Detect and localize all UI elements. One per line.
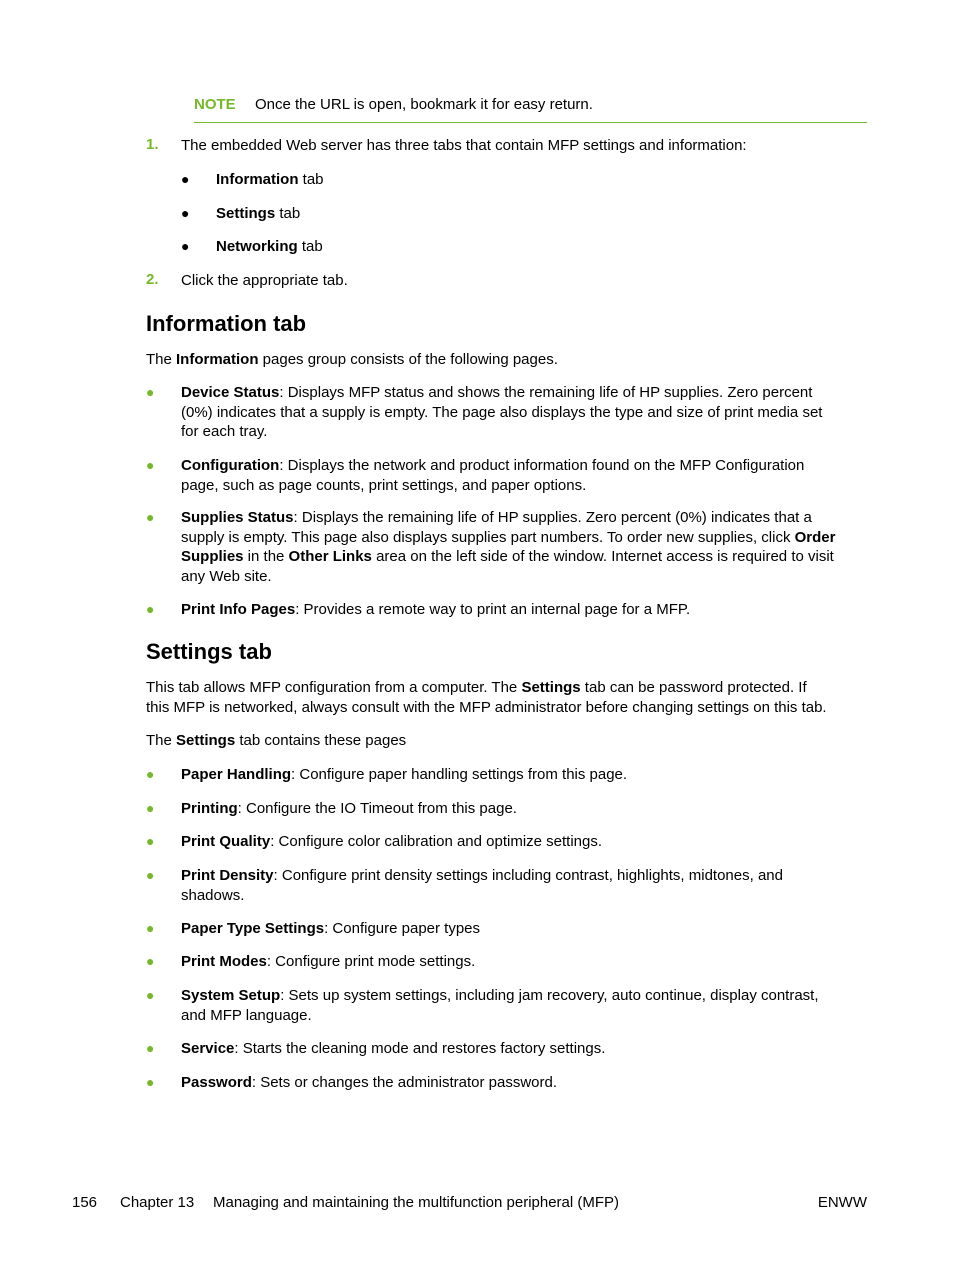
bullet-icon: ● [146,601,155,617]
step-number: 2. [146,271,159,288]
bullet-icon: ● [146,1074,155,1090]
bullet-icon: ● [146,867,155,883]
list-item: Networking tab [216,238,323,255]
list-item: Printing: Configure the IO Timeout from this page. [181,800,517,817]
bullet-icon: ● [181,238,190,254]
step-number: 1. [146,136,159,153]
section-intro: The Information pages group consists of the following pages. [146,351,558,368]
bullet-icon: ● [146,457,155,473]
note-box [194,95,867,123]
list-item: Password: Sets or changes the administrator password. [181,1074,558,1091]
bullet-icon: ● [146,833,155,849]
footer-title: Managing and maintaining the multifunction peripheral (MFP) [213,1194,620,1211]
page-number: 156 [72,1194,98,1211]
list-item: Configuration: Displays the network and product information found on the MFP Configuration page, such as page counts, print settings, and paper options. [181,457,805,494]
list-item: Supplies Status: Displays the remaining life of HP supplies. Zero percent (0%) indicates that a supply is empty. This page also displays supplies part numbers. To order new supplies, click Order Supplies in the Other Links area on the left side of the window. Internet access is required to visit any Web site. [181,509,836,585]
bullet-icon: ● [146,920,155,936]
bullet-icon: ● [146,987,155,1003]
bullet-icon: ● [146,800,155,816]
bullet-icon: ● [146,766,155,782]
bullet-icon: ● [146,1040,155,1056]
list-item: Service: Starts the cleaning mode and restores factory settings. [181,1040,606,1057]
section-heading: Settings tab [146,639,272,664]
list-item: Print Density: Configure print density settings including contrast, highlights, midtones, and shadows. [181,867,783,904]
list-item: Print Info Pages: Provides a remote way to print an internal page for a MFP. [181,601,691,618]
step-text: Click the appropriate tab. [181,272,348,289]
section-paragraph: The Settings tab contains these pages [146,732,407,749]
list-item: Paper Handling: Configure paper handling settings from this page. [181,766,628,783]
bullet-icon: ● [146,953,155,969]
bullet-icon: ● [181,171,190,187]
list-item: Device Status: Displays MFP status and shows the remaining life of HP supplies. Zero percent (0%) indicates that a supply is empty. The page also displays the type and size of print media set for each tray. [181,384,823,440]
list-item: Print Quality: Configure color calibration and optimize settings. [181,833,603,850]
note-text: Once the URL is open, bookmark it for easy return. [255,96,593,113]
footer-chapter: Chapter 13 [120,1194,195,1211]
section-heading: Information tab [146,311,307,336]
note-label: NOTE [194,96,236,113]
step-text: The embedded Web server has three tabs that contain MFP settings and information: [181,137,747,154]
list-item: Settings tab [216,205,301,222]
list-item: Print Modes: Configure print mode settings. [181,953,476,970]
list-item: System Setup: Sets up system settings, including jam recovery, auto continue, display contrast, and MFP language. [181,987,819,1024]
bullet-icon: ● [146,384,155,400]
bullet-icon: ● [146,509,155,525]
list-item: Paper Type Settings: Configure paper types [181,920,481,937]
list-item: Information tab [216,171,324,188]
section-paragraph: This tab allows MFP configuration from a computer. The Settings tab can be password protected. If this MFP is networked, always consult with the MFP administrator before changing settings on this tab. [146,679,827,716]
footer-right: ENWW [817,1194,867,1211]
bullet-icon: ● [181,205,190,221]
